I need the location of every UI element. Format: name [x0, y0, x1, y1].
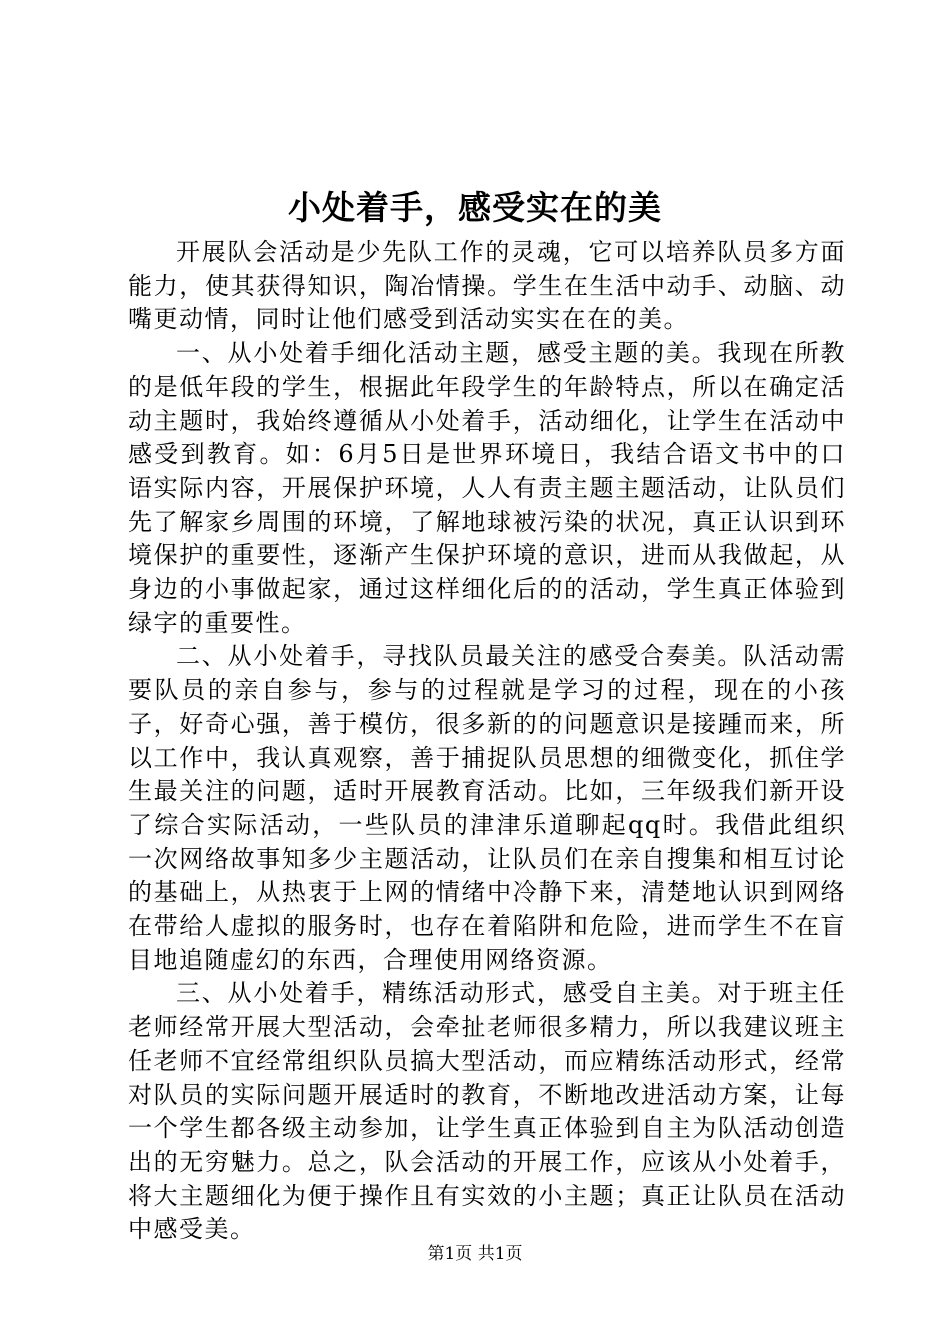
paragraph-section-1: 一、从小处着手细化活动主题，感受主题的美。我现在所教的是低年段的学生，根据此年段学生的年龄特点，所以在确定活动主题时，我始终遵循从小处着手，活动细化，让学生在活动中感受到教育。如：6月5日是世界环境日，我结合语文书中的口语实际内容，开展保护环境，人人有责主题主题活动，让队员们先了解家乡周围的环境，了解地球被污染的状况，真正认识到环境保护的重要性，逐渐产生保护环境的意识，进而从我做起，从身边的小事做起家，通过这样细化后的的活动，学生真正体验到绿字的重要性。	[128, 339, 846, 637]
paragraph-section-3: 三、从小处着手，精练活动形式，感受自主美。对于班主任老师经常开展大型活动，会牵扯老师很多精力，所以我建议班主任老师不宜经常组织队员搞大型活动，而应精练活动形式，经常对队员的实际问题开展适时的教育，不断地改进活动方案，让每一个学生都各级主动参加，让学生真正体验到自主为队活动创造出的无穷魅力。总之，队会活动的开展工作，应该从小处着手，将大主题细化为便于操作且有实效的小主题；真正让队员在活动中感受美。	[128, 979, 846, 1244]
paragraph-section-2: 二、从小处着手，寻找队员最关注的感受合奏美。队活动需要队员的亲自参与，参与的过程就是学习的过程，现在的小孩子，好奇心强，善于模仿，很多新的的问题意识是接踵而来，所以工作中，我认真观察，善于捕捉队员思想的细微变化，抓住学生最关注的问题，适时开展教育活动。比如，三年级我们新开设了综合实际活动，一些队员的津津乐道聊起qq时。我借此组织一次网络故事知多少主题活动，让队员们在亲自搜集和相互讨论的基础上，从热衷于上网的情绪中冷静下来，清楚地认识到网络在带给人虚拟的服务时，也存在着陷阱和危险，进而学生不在盲目地追随虚幻的东西，合理使用网络资源。	[128, 642, 846, 974]
page-footer: 第1页 共1页	[427, 1244, 523, 1264]
paragraph-intro: 开展队会活动是少先队工作的灵魂，它可以培养队员多方面能力，使其获得知识，陶冶情操。学生在生活中动手、动脑、动嘴更动情，同时让他们感受到活动实实在在的美。	[128, 238, 846, 334]
document-body	[128, 236, 846, 1247]
document-title: 小处着手，感受实在的美	[288, 188, 662, 227]
